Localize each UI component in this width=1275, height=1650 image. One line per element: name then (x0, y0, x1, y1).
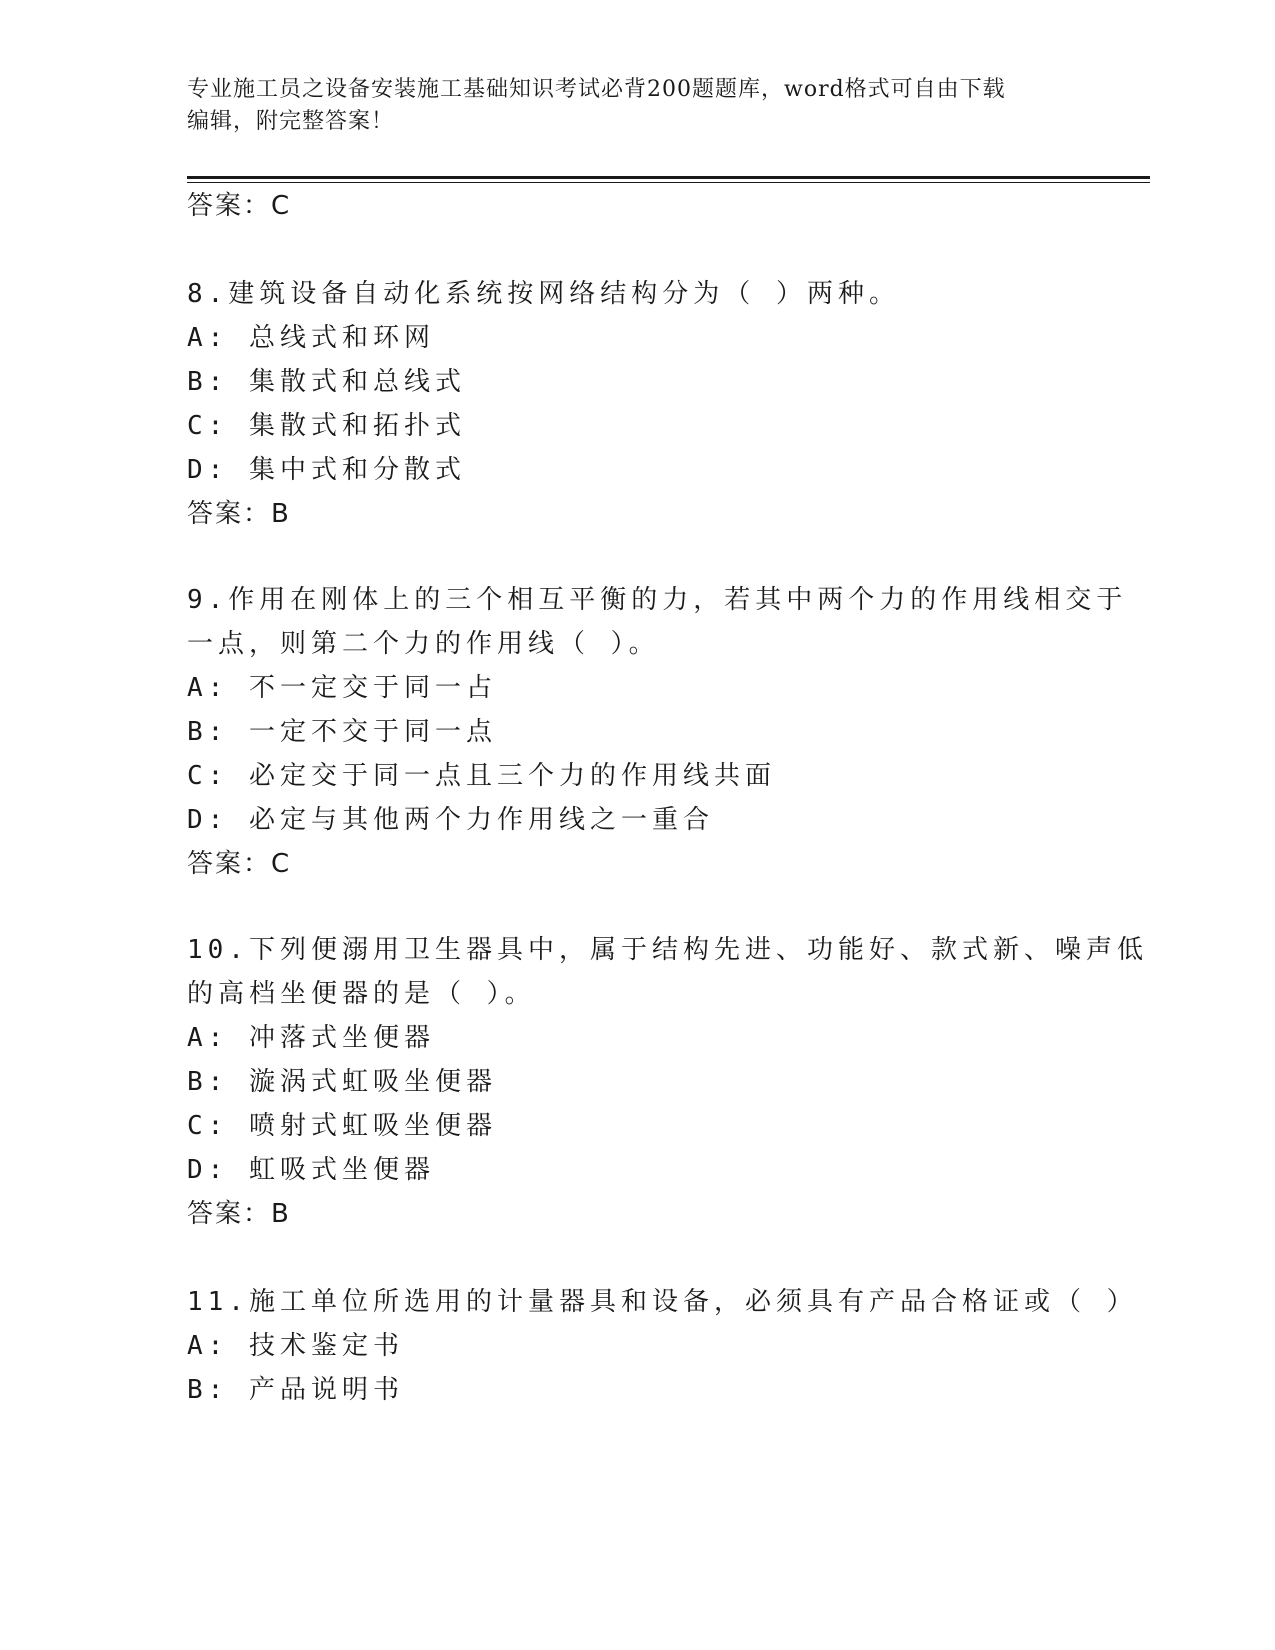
question-10-option-c: C: 喷射式虹吸坐便器 (187, 1111, 497, 1141)
header-line-1: 专业施工员之设备安装施工基础知识考试必背200题题库，word格式可自由下载 (187, 77, 1006, 102)
header-line-2: 编辑，附完整答案！ (187, 109, 395, 134)
question-9-stem-line-1: 9.作用在刚体上的三个相互平衡的力，若其中两个力的作用线相交于 (187, 585, 1128, 615)
question-9-option-d: D: 必定与其他两个力作用线之一重合 (187, 805, 714, 835)
question-10-stem-line-2: 的高档坐便器的是（ ）。 (187, 979, 536, 1009)
header-divider-thin (187, 182, 1150, 183)
question-8-option-b: B: 集散式和总线式 (187, 367, 466, 397)
question-9-option-b: B: 一定不交于同一点 (187, 717, 497, 747)
header-divider-thick (187, 176, 1150, 179)
question-10-option-b: B: 漩涡式虹吸坐便器 (187, 1067, 497, 1097)
document-header (187, 74, 1077, 138)
question-8-answer: 答案：B (187, 499, 291, 529)
question-11-option-b: B: 产品说明书 (187, 1375, 404, 1405)
question-9-answer: 答案：C (187, 849, 292, 879)
question-10-answer: 答案：B (187, 1199, 291, 1229)
question-9-option-c: C: 必定交于同一点且三个力的作用线共面 (187, 761, 776, 791)
answer-previous: 答案：C (187, 191, 292, 221)
question-10-option-a: A: 冲落式坐便器 (187, 1023, 435, 1053)
question-8-option-c: C: 集散式和拓扑式 (187, 411, 466, 441)
question-8-option-d: D: 集中式和分散式 (187, 455, 466, 485)
question-10-stem-line-1: 10.下列便溺用卫生器具中，属于结构先进、功能好、款式新、噪声低 (187, 935, 1148, 965)
question-8-stem: 8.建筑设备自动化系统按网络结构分为（ ）两种。 (187, 279, 900, 309)
question-8-option-a: A: 总线式和环网 (187, 323, 435, 353)
question-10-option-d: D: 虹吸式坐便器 (187, 1155, 435, 1185)
question-11-option-a: A: 技术鉴定书 (187, 1331, 404, 1361)
question-9-option-a: A: 不一定交于同一占 (187, 673, 497, 703)
question-9-stem-line-2: 一点，则第二个力的作用线（ ）。 (187, 629, 660, 659)
question-11-stem: 11.施工单位所选用的计量器具和设备，必须具有产品合格证或（ ） (187, 1287, 1138, 1317)
